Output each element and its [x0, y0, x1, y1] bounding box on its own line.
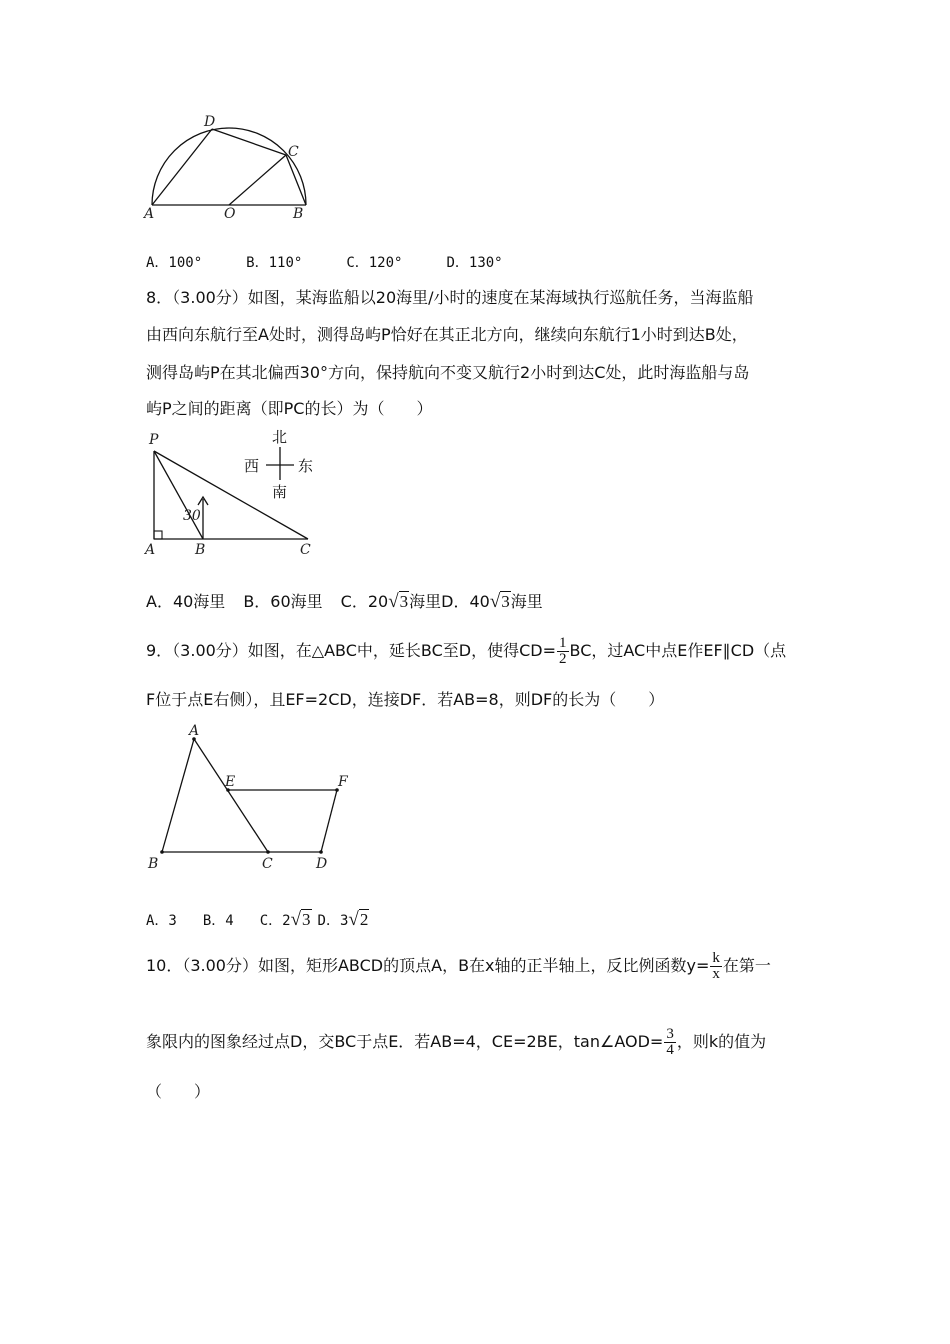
- q7-option-d: D．130°: [446, 255, 503, 271]
- figure-q7: [140, 105, 320, 230]
- compass-rose: [244, 428, 313, 501]
- chord-dc: [212, 129, 286, 155]
- figure-q9: [140, 720, 360, 875]
- label-c: C: [288, 144, 299, 160]
- q9-fraction: [557, 636, 569, 667]
- q10-line2-part-a: 象限内的图象经过点D，交BC于点E．若AB=4，CE=2BE，tan∠AOD=: [146, 1032, 664, 1051]
- q8-text-line-3: 测得岛屿P在其北偏西30°方向，保持航向不变又航行2小时到达C处，此时海监船与岛: [146, 363, 750, 382]
- label-b: B: [195, 542, 206, 558]
- segment-ab: [162, 739, 194, 852]
- label-c: C: [262, 856, 273, 872]
- segment-oc: [229, 155, 286, 205]
- q10-line1-part-b: 在第一: [722, 956, 771, 975]
- q10-fraction-den: x: [712, 966, 720, 982]
- q9-options: [146, 909, 369, 932]
- q9-option-c: [259, 909, 312, 930]
- q10-text-line-1: [146, 946, 771, 986]
- q9-line1-part-b: BC，过AC中点E作EF∥CD（点: [569, 641, 787, 660]
- q7-option-a: A．100°: [146, 255, 203, 271]
- compass-north: 北: [272, 428, 288, 446]
- q9-option-b: B．4: [202, 913, 234, 929]
- vertex-dots: [160, 737, 339, 854]
- q8-option-c-prefix: C．20: [340, 592, 389, 611]
- q9-option-d-prefix: D．3: [317, 913, 349, 929]
- label-a: A: [189, 723, 200, 739]
- label-o: O: [224, 206, 236, 222]
- q9-option-d: [317, 909, 370, 930]
- q9-line1-part-a: 9．（3.00分）如图，在△ABC中，延长BC至D，使得CD=: [146, 641, 557, 660]
- segment-df: [321, 790, 337, 852]
- q10-tan-den: 4: [666, 1042, 674, 1058]
- q9-fraction-num: 1: [559, 635, 567, 651]
- q8-text-line-1: 8．（3.00分）如图，某海监船以20海里/小时的速度在某海域执行巡航任务，当海监船: [146, 288, 754, 307]
- q10-tan-num: 3: [666, 1026, 674, 1042]
- label-e: E: [225, 774, 236, 790]
- q10-line1-part-a: 10．（3.00分）如图，矩形ABCD的顶点A，B在x轴的正半轴上，反比例函数y=: [146, 956, 710, 975]
- compass-east: 东: [298, 457, 314, 475]
- label-d: D: [316, 856, 328, 872]
- label-a: A: [145, 542, 156, 558]
- q10-text-line-3: （ ）: [146, 1082, 211, 1101]
- q7-options: [146, 252, 547, 274]
- q10-fraction-kx: [710, 951, 722, 982]
- q9-option-c-prefix: C．2: [259, 913, 291, 929]
- sqrt-symbol: √2: [348, 909, 369, 930]
- right-angle-mark: [154, 531, 162, 539]
- compass-south: 南: [272, 483, 288, 501]
- sqrt-symbol: √3: [489, 591, 510, 612]
- q8-text-line-4: 屿P之间的距离（即PC的长）为（ ）: [146, 399, 433, 418]
- q8-option-a: A．40海里: [146, 592, 226, 611]
- q9-option-c-radicand: 3: [302, 910, 311, 929]
- sqrt-symbol: √3: [388, 591, 409, 612]
- label-angle-30: 30: [183, 508, 201, 524]
- q8-options: [146, 591, 543, 613]
- q10-line2-part-b: ，则k的值为: [676, 1032, 767, 1051]
- chord-ad: [152, 129, 212, 205]
- q8-option-c: [341, 592, 442, 611]
- q9-fraction-den: 2: [559, 651, 567, 667]
- label-b: B: [148, 856, 159, 872]
- q10-fraction-num: k: [712, 950, 720, 966]
- q9-text-line-1: [146, 631, 786, 671]
- label-c: C: [300, 542, 311, 558]
- q9-option-a: A．3: [146, 913, 177, 929]
- q10-text-line-2: [146, 1022, 766, 1062]
- q9-option-d-radicand: 2: [359, 910, 369, 929]
- q7-option-b: B．110°: [246, 255, 303, 271]
- q8-option-d-radicand: 3: [501, 592, 510, 611]
- label-a: A: [144, 206, 155, 222]
- q8-option-b: B．60海里: [243, 592, 323, 611]
- q8-option-c-suffix: 海里: [409, 592, 442, 611]
- sqrt-symbol: √3: [290, 909, 311, 930]
- figure-q8: [140, 425, 330, 560]
- segment-pb: [154, 451, 203, 539]
- compass-west: 西: [244, 457, 260, 475]
- chord-cb: [286, 155, 306, 205]
- label-b: B: [293, 206, 304, 222]
- q9-text-line-2: F位于点E右侧），且EF=2CD，连接DF．若AB=8，则DF的长为（ ）: [146, 690, 665, 709]
- semicircle-arc: [152, 128, 306, 205]
- label-d: D: [204, 114, 216, 130]
- segment-ac: [194, 739, 268, 852]
- q7-option-c: C．120°: [346, 255, 403, 271]
- q8-option-d: [441, 592, 543, 611]
- q8-option-d-suffix: 海里: [510, 592, 543, 611]
- q8-option-d-prefix: D．40: [441, 592, 490, 611]
- q8-option-c-radicand: 3: [399, 592, 409, 611]
- q10-fraction-tan: [664, 1027, 676, 1058]
- label-p: P: [149, 432, 159, 448]
- label-f: F: [338, 774, 348, 790]
- q8-text-line-2: 由西向东航行至A处时，测得岛屿P恰好在其正北方向，继续向东航行1小时到达B处，: [146, 325, 748, 344]
